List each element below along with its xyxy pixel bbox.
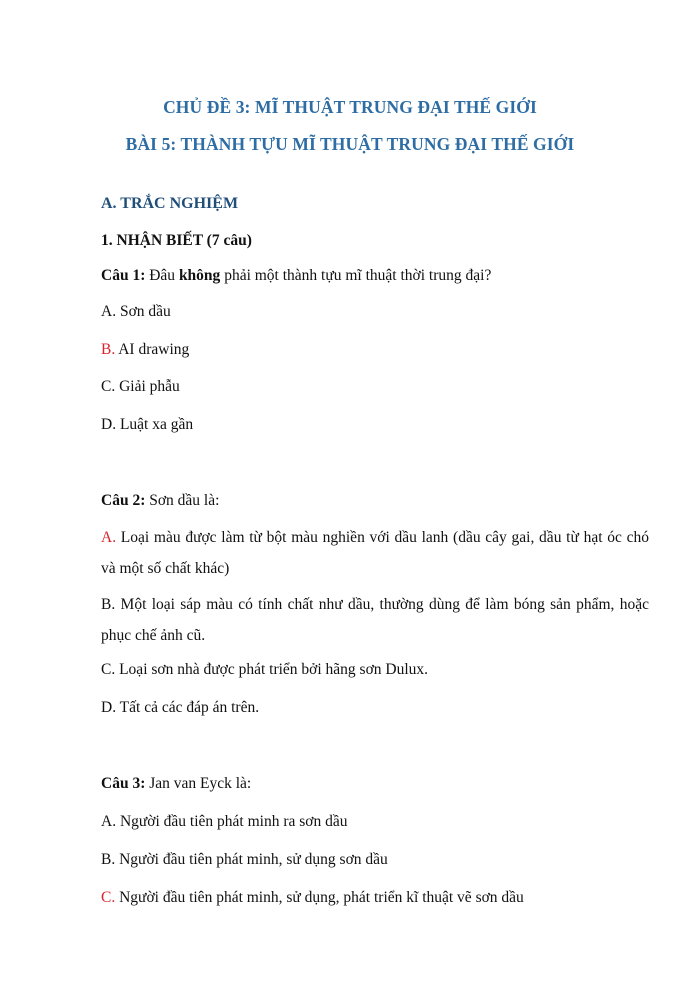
option-item (101, 376, 649, 398)
subsection-title: 1. NHẬN BIẾT (7 câu) (101, 232, 252, 249)
option-letter: C. (101, 661, 116, 678)
option-item (101, 414, 649, 436)
option-text: Sơn dầu (116, 303, 171, 320)
option-item (101, 301, 649, 323)
option-item (101, 811, 649, 833)
topic-title: CHỦ ĐỀ 3: MĨ THUẬT TRUNG ĐẠI THẾ GIỚI (163, 97, 537, 117)
question-2 (101, 490, 649, 512)
question-label: Câu 2: (101, 492, 146, 509)
option-letter: C. (101, 378, 116, 395)
option-item (101, 697, 649, 719)
option-text: Người đầu tiên phát minh, sử dụng, phát triển kĩ thuật vẽ sơn dầu (115, 889, 524, 906)
question-text: phải một thành tựu mĩ thuật thời trung đại? (220, 267, 492, 284)
option-item (101, 659, 649, 681)
question-text: Jan van Eyck là: (145, 775, 252, 792)
option-text: Luật xa gần (116, 416, 194, 433)
option-letter-correct: C. (101, 889, 116, 906)
question-label: Câu 1: (101, 267, 146, 284)
option-text: Giải phẫu (115, 378, 180, 395)
option-text: Người đầu tiên phát minh ra sơn dầu (116, 813, 348, 830)
option-text: Người đầu tiên phát minh, sử dụng sơn dầu (115, 851, 388, 868)
option-text: Một loại sáp màu có tính chất như dầu, thường dùng để làm bóng sản phẩm, hoặc phục chế ảnh cũ. (101, 596, 649, 644)
option-text: Tất cả các đáp án trên. (116, 699, 260, 716)
option-item (101, 522, 649, 584)
question-label: Câu 3: (101, 775, 146, 792)
option-letter: D. (101, 416, 117, 433)
option-letter: A. (101, 813, 117, 830)
question-1 (101, 265, 649, 287)
question-emphasis: không (178, 267, 221, 284)
option-letter: A. (101, 303, 117, 320)
option-item (101, 589, 649, 651)
question-text: Đâu (145, 267, 179, 284)
option-letter: B. (101, 596, 116, 613)
option-text: Loại màu được làm từ bột màu nghiền với dầu lanh (dầu cây gai, dầu từ hạt óc chó và một số chất khác) (101, 529, 649, 577)
section-title: A. TRẮC NGHIỆM (101, 195, 239, 212)
option-text: Loại sơn nhà được phát triển bởi hãng sơn Dulux. (115, 661, 429, 678)
option-item (101, 849, 649, 871)
option-item (101, 887, 649, 909)
question-text: Sơn dầu là: (145, 492, 220, 509)
option-letter-correct: B. (101, 341, 116, 358)
option-item (101, 339, 649, 361)
question-3 (101, 773, 649, 795)
option-letter: D. (101, 699, 117, 716)
option-text: AI drawing (115, 341, 190, 358)
lesson-title: BÀI 5: THÀNH TỰU MĨ THUẬT TRUNG ĐẠI THẾ GIỚI (125, 134, 575, 154)
option-letter-correct: A. (101, 529, 117, 546)
option-letter: B. (101, 851, 116, 868)
